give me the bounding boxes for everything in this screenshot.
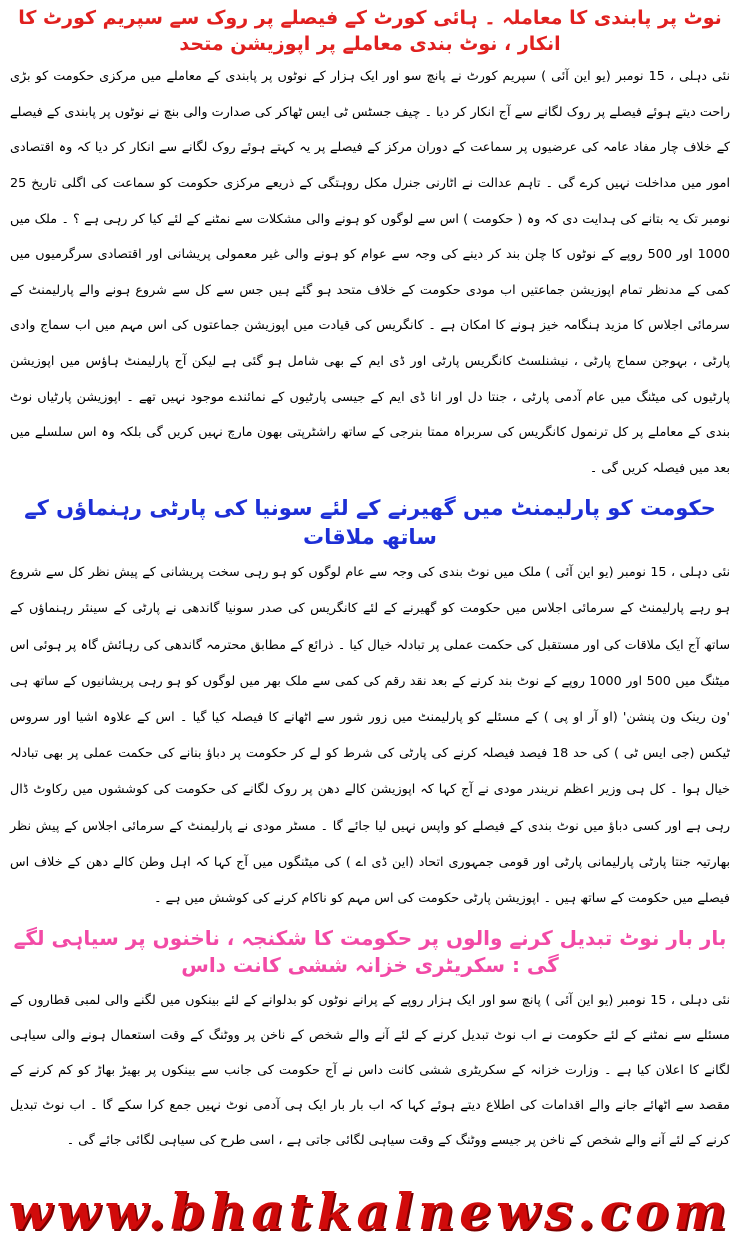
article-3-headline: بار بار نوٹ تبدیل کرنے والوں پر حکومت کا شکنجہ ، ناخنوں پر سیاہی لگے گی : سکریٹری خزانہ ششی کانت داس <box>13 926 727 978</box>
article-2 <box>10 494 730 917</box>
article-1 <box>10 6 730 486</box>
article-1-headline: نوٹ پر پابندی کا معاملہ ۔ ہائی کورٹ کے فیصلے پر روک سے سپریم کورٹ کا انکار ، نوٹ بندی معاملے پر اپوزیشن متحد <box>18 7 722 55</box>
site-watermark: www.bhatkalnews.com <box>8 1182 732 1241</box>
article-2-headline: حکومت کو پارلیمنٹ میں گھیرنے کے لئے سونیا کی پارٹی رہنماؤں کے ساتھ ملاقات <box>24 496 716 549</box>
article-1-body: نئی دہلی ، 15 نومبر (یو این آئی ) سپریم کورٹ نے پانچ سو اور ایک ہزار کے نوٹوں پر پابندی کے معاملے میں مرکزی حکومت کو بڑی راحت دیتے ہوئے فیصلے پر روک لگانے سے آج انکار کر دیا ۔ چیف جسٹس ٹی ایس ٹھاکر کی صدارت والی بنچ نے نوٹوں پر پابندی کے فیصلے کے خلاف چار مفاد عامہ کی عرضیوں پر سماعت کے دوران مرکز کے فیصلے پر یہ کہتے ہوئے روک لگانے سے انکار کر دیا کہ وہ اقتصادی امور میں مداخلت نہیں کرے گی ۔ تاہم عدالت نے اٹارنی جنرل مکل روہتگی کے ذریعے مرکزی حکومت کو سماعت کی اگلی تاریخ 25 نومبر تک یہ بتانے کی ہدایت دی کہ وہ ( حکومت ) اس سے لوگوں کو ہونے والی مشکلات سے نمٹنے کے لئے کیا کر رہی ہے ؟ ۔ ملک میں 1000 اور 500 روپے کے نوٹوں کا چلن بند کر دینے کی وجہ سے عوام کو ہونے والی غیر معمولی پریشانی اور اقتصادی سرگرمیوں میں کمی کے مدنظر تمام اپوزیشن جماعتیں اب مودی حکومت کے خلاف متحد ہو گئے ہیں جس سے کل سے شروع ہونے والے پارلیمنٹ کے سرمائی اجلاس کا مزید ہنگامہ خیز ہونے کا امکان ہے ۔ کانگریس کی قیادت میں اپوزیشن جماعتوں کی اس مہم میں اب سماج وادی پارٹی ، بہوجن سماج پارٹی ، نیشنلسٹ کانگریس پارٹی اور ڈی ایم کے بھی شامل ہو گئی ہے لیکن آج پارلیمنٹ ہاؤس میں اپوزیشن پارٹیوں کی میٹنگ میں عام آدمی پارٹی ، جنتا دل اور انا ڈی ایم کے جیسی پارٹیوں کے نمائندے موجود نہیں تھے ۔ اپوزیشن پارٹیاں نوٹ بندی کے معاملے پر کل ترنمول کانگریس کی سربراہ ممتا بنرجی کے ساتھ راشٹرپتی بھون مارچ نہیں کریں گی بلکہ وہ اس سلسلے میں بعد میں فیصلہ کریں گی ۔ <box>10 69 731 476</box>
article-2-body: نئی دہلی ، 15 نومبر (یو این آئی ) ملک میں نوٹ بندی کی وجہ سے عام لوگوں کو ہو رہی سخت پریشانی کے پیش نظر کل سے شروع ہو رہے پارلیمنٹ کے سرمائی اجلاس میں حکومت کو گھیرنے کے لئے کانگریس کی صدر سونیا گاندھی نے پارٹی کے سینئر رہنماؤں کے ساتھ آج ایک ملاقات کی اور مستقبل کی حکمت عملی پر تبادلہ خیال کیا ۔ ذرائع کے مطابق محترمہ گاندھی کی رہائش گاہ پر ہوئی اس میٹنگ میں 500 اور 1000 روپے کے نوٹ بند کرنے کے بعد نقد رقم کی کمی سے ملک بھر میں لوگوں کو ہو رہی پریشانیوں کے ساتھ ہی 'ون رینک ون پنشن' (او آر او پی ) کے مسئلے کو پارلیمنٹ میں زور شور سے اٹھانے کا فیصلہ کیا گیا ۔ اس کے علاوہ اشیا اور سروس ٹیکس (جی ایس ٹی ) کی حد 18 فیصد فیصلہ کرنے کی پارٹی کی شرط کو لے کر حکومت پر دباؤ بنانے کی حکمت عملی پر بھی تبادلہ خیال ہوا ۔ کل ہی وزیر اعظم نریندر مودی نے آج کہا کہ اپوزیشن کالے دھن پر روک لگانے کی حکومت کی کوششوں میں رکاوٹ ڈال رہی ہے اور کسی دباؤ میں نوٹ بندی کے فیصلے کو واپس نہیں لیا جائے گا ۔ مسٹر مودی نے پارلیمنٹ کے سرمائی اجلاس کے پیش نظر بھارتیہ جنتا پارٹی پارلیمانی پارٹی اور قومی جمہوری اتحاد (این ڈی اے ) کی میٹنگوں میں آج کہا کہ اہل وطن کالے دھن کے خلاف اس فیصلے میں حکومت کے ساتھ ہیں ۔ اپوزیشن پارٹی حکومت کی اس مہم کو ناکام کرنے کی کوشش میں ہے ۔ <box>10 565 731 906</box>
article-3-body: نئی دہلی ، 15 نومبر (یو این آئی ) پانچ سو اور ایک ہزار روپے کے پرانے نوٹوں کو بدلوانے کے لئے بینکوں میں لگنے والی لمبی قطاروں کے مسئلے سے نمٹنے کے لئے حکومت نے اب نوٹ تبدیل کرنے کے لئے آنے والے شخص کے ناخن پر ووٹنگ کے وقت استعمال ہونے والی سیاہی لگانے کا اعلان کیا ہے ۔ وزارت خزانہ کے سکریٹری ششی کانت داس نے آج حکومت کی جانب سے بینکوں پر بھیڑ بھاڑ کو کم کرنے کے مقصد سے اٹھائے جانے والے اقدامات کی اطلاع دیتے ہوئے کہا کہ اب بار بار ایک ہی آدمی نوٹ نہیں جمع کرا سکے گا ۔ اب نوٹ تبدیل کرنے کے لئے آنے والے شخص کے ناخن پر جیسے ووٹنگ کے وقت سیاہی لگائی جاتی ہے ، اسی طرح کی سیاہی لگائی جائے گی ۔ <box>10 993 731 1149</box>
article-3 <box>10 925 730 1158</box>
